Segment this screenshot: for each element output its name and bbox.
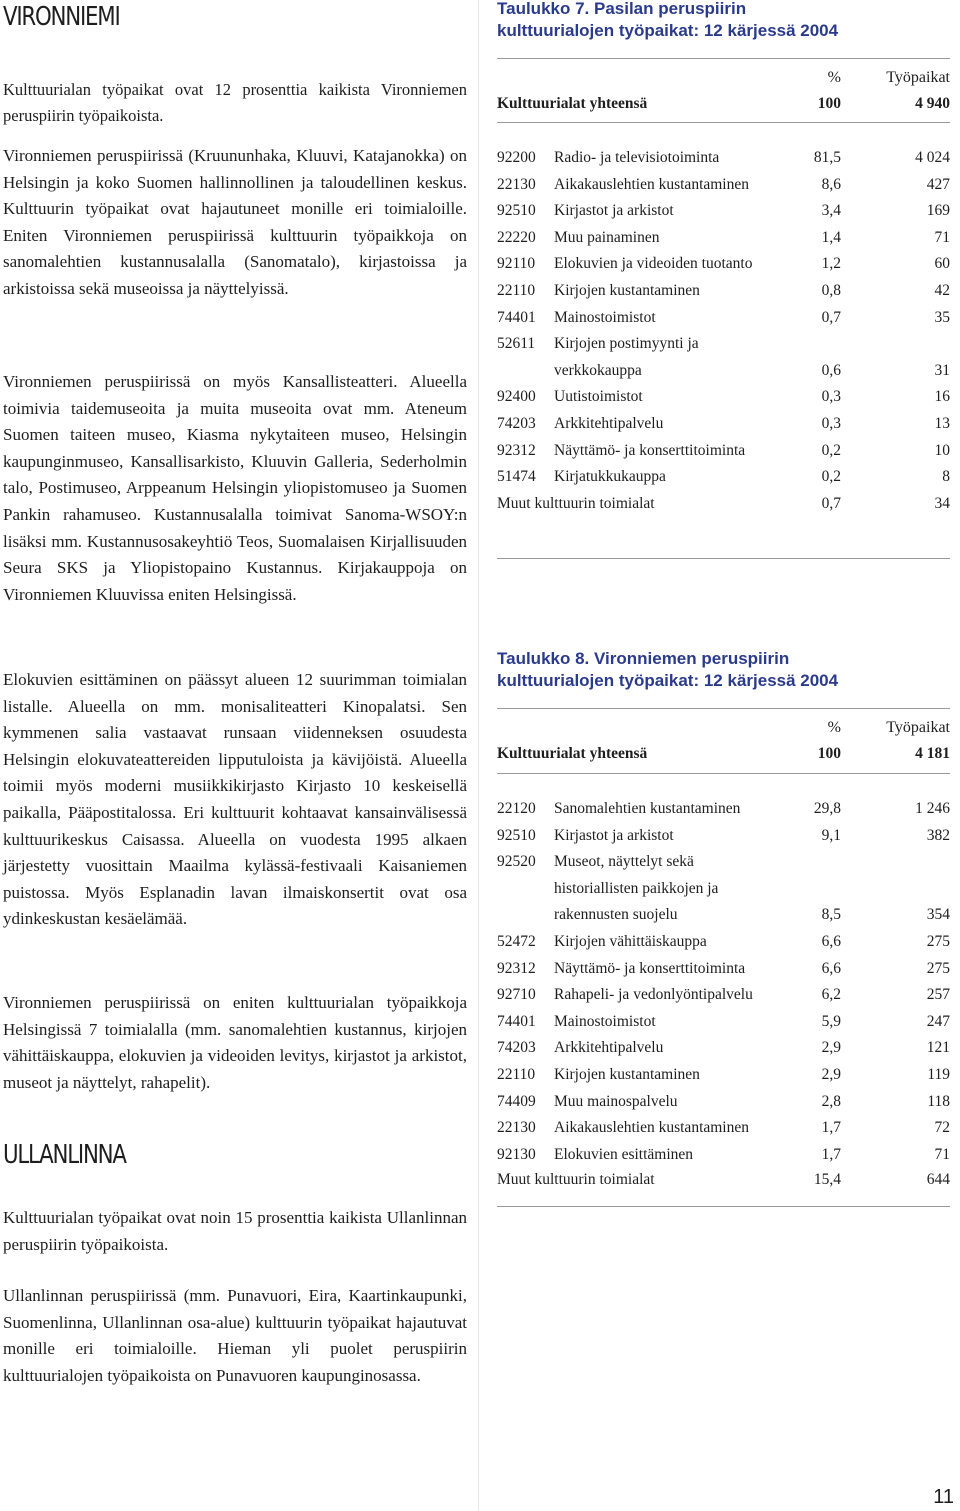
table-cell-pct: 2,8 <box>821 1092 841 1110</box>
table7-other-label: Muut kulttuurin toimialat <box>497 495 655 512</box>
table8-header-row <box>497 715 950 741</box>
table-row <box>497 956 950 982</box>
table-cell-pct: 29,8 <box>813 800 841 817</box>
table-cell-emp: 71 <box>934 1145 950 1163</box>
table-cell-name: Mainostoimistot <box>554 308 656 326</box>
section-heading-ullanlinna: ULLANLINNA <box>3 1140 126 1170</box>
paragraph-intro-ullanlinna: Kulttuurialan työpaikat ovat noin 15 prosenttia kaikista Ullanlinnan peruspiirin työpaikoista. <box>3 1208 467 1254</box>
table-cell-emp: 8 <box>942 468 950 486</box>
table-cell-emp: 354 <box>926 906 950 924</box>
table-cell-pct: 2,9 <box>821 1066 841 1083</box>
table-cell-pct: 8,5 <box>821 906 841 924</box>
table-cell-name: historiallisten paikkojen ja <box>554 879 719 897</box>
page-number: 11 <box>933 1486 954 1508</box>
table-cell-emp: 275 <box>926 959 950 977</box>
table-row <box>497 384 950 410</box>
table-row <box>497 145 950 171</box>
table8-caption-line2: kulttuurialojen työpaikat: 12 kärjessä 2004 <box>497 671 839 690</box>
table-cell-emp: 119 <box>927 1066 950 1083</box>
table-row <box>497 411 950 437</box>
table-row <box>497 796 950 822</box>
table-cell-name: Kirjojen kustantaminen <box>554 282 700 299</box>
table-row <box>497 1115 950 1141</box>
table7-other-emp: 34 <box>934 495 950 512</box>
table-cell-name: Aikakauslehtien kustantaminen <box>554 1119 749 1137</box>
table7-top-rule <box>497 58 950 59</box>
table-row <box>497 902 950 928</box>
table-cell-emp: 1 246 <box>915 800 950 817</box>
table7-total-row <box>497 91 950 117</box>
table-cell-pct: 0,2 <box>821 468 841 486</box>
table-row <box>497 172 950 198</box>
table-cell-name: Kirjastot ja arkistot <box>554 826 674 844</box>
table7-other-pct: 0,7 <box>821 495 841 512</box>
table-cell-name: Muu mainospalvelu <box>554 1092 678 1110</box>
table-row <box>497 331 950 357</box>
table8-other-row <box>497 1167 950 1193</box>
section-heading-vironniemi: VIRONNIEMI <box>3 2 120 32</box>
table-cell-pct: 6,2 <box>821 986 841 1004</box>
table8-other-emp: 644 <box>926 1171 950 1188</box>
table-cell-pct: 1,7 <box>821 1119 841 1137</box>
table-cell-emp: 71 <box>934 228 950 246</box>
table-cell-pct: 81,5 <box>813 149 841 166</box>
table7-caption-line2: kulttuurialojen työpaikat: 12 kärjessä 2004 <box>497 21 839 40</box>
table-row <box>497 305 950 331</box>
table-cell-emp: 10 <box>934 441 950 459</box>
table8-other-label: Muut kulttuurin toimialat <box>497 1171 655 1188</box>
table8-total-pct: 100 <box>817 745 841 762</box>
table-cell-pct: 0,3 <box>821 388 841 406</box>
table-cell-code: 92400 <box>497 388 536 406</box>
table-cell-pct: 6,6 <box>821 959 841 977</box>
table-cell-pct: 3,4 <box>821 202 841 220</box>
table8-other-pct: 15,4 <box>813 1171 841 1188</box>
table-cell-name: Uutistoimistot <box>554 388 643 406</box>
table7-bottom-rule <box>497 558 950 559</box>
table-cell-code: 22110 <box>497 1066 536 1083</box>
table8-bottom-rule <box>497 1206 950 1207</box>
table-cell-emp: 121 <box>926 1039 950 1057</box>
table-cell-pct: 2,9 <box>821 1039 841 1057</box>
table-cell-name: Elokuvien ja videoiden tuotanto <box>554 255 753 273</box>
table-row <box>497 278 950 304</box>
table-cell-emp: 169 <box>926 202 950 220</box>
table-cell-name: verkkokauppa <box>554 361 642 379</box>
table-row <box>497 464 950 490</box>
table-cell-code: 92710 <box>497 986 536 1004</box>
table-row <box>497 1062 950 1088</box>
table-cell-pct: 0,7 <box>821 308 841 326</box>
table-cell-code: 74409 <box>497 1092 536 1110</box>
table-cell-code: 52611 <box>497 335 536 353</box>
table7-col-emp: Työpaikat <box>886 69 950 86</box>
table7-total-emp: 4 940 <box>915 95 950 112</box>
table-cell-name: Kirjojen postimyynti ja <box>554 335 699 353</box>
table-cell-emp: 275 <box>926 933 950 950</box>
table-cell-name: Museot, näyttelyt sekä <box>554 853 694 871</box>
table7-other-row <box>497 491 950 517</box>
table7-header-row <box>497 65 950 91</box>
table-cell-name: Näyttämö- ja konserttitoiminta <box>554 959 746 977</box>
table-cell-name: Kirjojen vähittäiskauppa <box>554 933 707 950</box>
table-cell-name: Arkkitehtipalvelu <box>554 1039 664 1057</box>
table-row <box>497 1009 950 1035</box>
table-cell-emp: 31 <box>934 361 950 379</box>
table-cell-code: 22220 <box>497 228 536 246</box>
table-cell-pct: 0,3 <box>821 415 841 432</box>
table-cell-code: 92110 <box>497 255 536 273</box>
table-cell-pct: 8,6 <box>821 175 841 193</box>
table-cell-emp: 257 <box>926 986 950 1004</box>
table-cell-code: 22130 <box>497 1119 536 1137</box>
table-cell-emp: 427 <box>926 175 950 193</box>
table-cell-emp: 35 <box>934 308 950 326</box>
paragraph-vironniemi-cinema: Elokuvien esittäminen on päässyt alueen 12 suurimman toimialan listalle. Alueella on mm. monisaliteatteri Kinopalatsi. Sen kymmenen salia vastaavat runsaan viidenneksen osuudesta Helsingin elokuvateattereiden lipputuloista ja kävijöistä. Alueella toimii myös moderni musiikkikirjasto Kirjasto 10 keskeisellä paikalla, Pääpostitalossa. Eri kulttuurit kohtaavat kansainvälisessä kulttuurikeskus Caisassa. Alueella on vuodesta 1995 alkaen järjestetty vuosittain Maailma kylässä-festivaali Kaisaniemen puistossa. Myös Esplanadin lavan ilmaiskonsertit ovat osa ydinkeskustan kesäelämää. <box>3 670 467 929</box>
table-cell-name: Näyttämö- ja konserttitoiminta <box>554 441 746 459</box>
paragraph-vironniemi-summary: Vironniemen peruspiirissä on eniten kulttuurialan työpaikkoja Helsingissä 7 toimialalla (mm. sanomalehtien kustannus, kirjojen vähittäiskauppa, elokuvien ja videoiden levitys, kirjastot ja arkistot, museot ja näyttelyt, rahapelit). <box>3 993 467 1092</box>
table-cell-code: 74203 <box>497 1039 536 1057</box>
table-cell-name: Aikakauslehtien kustantaminen <box>554 175 749 193</box>
table-cell-code: 22120 <box>497 800 536 817</box>
table-cell-name: Mainostoimistot <box>554 1012 656 1030</box>
table-row <box>497 358 950 384</box>
table7-mid-rule <box>497 122 950 123</box>
table-cell-emp: 60 <box>934 255 950 273</box>
table-row <box>497 982 950 1008</box>
table-cell-code: 92510 <box>497 202 536 220</box>
table-cell-code: 22110 <box>497 282 536 299</box>
table8-caption-line1: Taulukko 8. Vironniemen peruspiirin <box>497 649 790 668</box>
table-row <box>497 1035 950 1061</box>
table-cell-code: 92312 <box>497 441 536 459</box>
table-cell-name: Sanomalehtien kustantaminen <box>554 800 741 817</box>
table-cell-code: 92130 <box>497 1145 536 1163</box>
table-cell-pct: 6,6 <box>821 933 841 950</box>
paragraph-vironniemi-museums: Vironniemen peruspiirissä on myös Kansallisteatteri. Alueella toimivia taidemuseoita ja muita museoita ovat mm. Ateneum Suomen taiteen museo, Kiasma nykytaiteen museo, Helsingin kaupunginmuseo, Kansallisarkisto, Kluuvin Galleria, Sederholmin talo, Postimuseo, Arppeanum Helsingin yliopistomuseo ja Suomen Pankin rahamuseo. Kustannusalalla toimivat Sanoma-WSOY:n lisäksi mm. Kustannusosakeyhtiö Teos, Suomalaisen Kirjallisuuden Seura SKS ja Yliopistopaino Kustannus. Kirjakauppoja on Vironniemen Kluuvissa eniten Helsingissä. <box>3 372 467 604</box>
table-cell-name: Rahapeli- ja vedonlyöntipalvelu <box>554 986 753 1004</box>
table-row <box>497 823 950 849</box>
table-row <box>497 929 950 955</box>
table-cell-emp: 13 <box>934 415 950 432</box>
table-row <box>497 1142 950 1168</box>
table-row <box>497 198 950 224</box>
table-cell-emp: 72 <box>934 1119 950 1137</box>
paragraph-vironniemi-overview: Vironniemen peruspiirissä (Kruununhaka, Kluuvi, Katajanokka) on Helsingin ja koko Suomen hallinnollinen ja taloudellinen keskus. Kulttuurin työpaikat ovat hajautuneet monille eri toimialoille. Eniten Vironniemen peruspiirissä kulttuurin työpaikkoja on sanomalehtien kustannusalalla (Sanomatalo), kirjastoissa ja arkistoissa sekä museoissa ja näyttelyissä. <box>3 146 467 298</box>
table-cell-name: Kirjastot ja arkistot <box>554 202 674 220</box>
table-row <box>497 1089 950 1115</box>
table8-col-emp: Työpaikat <box>886 719 950 736</box>
table-cell-code: 74401 <box>497 1012 536 1030</box>
table-cell-name: rakennusten suojelu <box>554 906 678 924</box>
table-cell-code: 92520 <box>497 853 536 871</box>
column-divider <box>478 0 479 1511</box>
table7-total-pct: 100 <box>817 95 841 112</box>
table-cell-emp: 42 <box>934 282 950 299</box>
table-cell-pct: 1,4 <box>821 228 841 246</box>
table-cell-pct: 1,7 <box>821 1145 841 1163</box>
table-cell-emp: 118 <box>927 1092 950 1110</box>
table7-caption-line1: Taulukko 7. Pasilan peruspiirin <box>497 0 747 18</box>
table8-col-pct: % <box>827 719 841 736</box>
table-row <box>497 438 950 464</box>
table8-top-rule <box>497 708 950 709</box>
table-cell-pct: 0,6 <box>821 361 841 379</box>
table-cell-emp: 16 <box>934 388 950 406</box>
table-cell-code: 74401 <box>497 308 536 326</box>
table-cell-name: Radio- ja televisiotoiminta <box>554 149 720 166</box>
table-cell-pct: 0,2 <box>821 441 841 459</box>
table-cell-code: 92510 <box>497 826 536 844</box>
table-cell-code: 22130 <box>497 175 536 193</box>
table8-total-label: Kulttuurialat yhteensä <box>497 745 648 762</box>
table-cell-emp: 382 <box>926 826 950 844</box>
table-row <box>497 251 950 277</box>
paragraph-intro-vironniemi: Kulttuurialan työpaikat ovat 12 prosenttia kaikista Vironniemen peruspiirin työpaikoista. <box>3 80 467 126</box>
table-cell-name: Muu painaminen <box>554 228 660 246</box>
table-cell-pct: 5,9 <box>821 1012 841 1030</box>
table-cell-name: Kirjatukkukauppa <box>554 468 666 486</box>
table-row <box>497 876 950 902</box>
table7-col-pct: % <box>827 69 841 86</box>
paragraph-ullanlinna-overview: Ullanlinnan peruspiirissä (mm. Punavuori, Eira, Kaartinkaupunki, Suomenlinna, Ullanlinnan osa-alue) kulttuurin työpaikat hajautuvat monille eri toimialoille. Hieman yli puolet peruspiirin kulttuurialojen työpaikoista on Punavuoren kaupunginosassa. <box>3 1286 467 1385</box>
table-cell-name: Kirjojen kustantaminen <box>554 1066 700 1083</box>
table-cell-code: 51474 <box>497 468 536 486</box>
table-cell-emp: 4 024 <box>915 149 950 166</box>
table-cell-pct: 9,1 <box>821 826 841 844</box>
table-row <box>497 225 950 251</box>
table-cell-name: Arkkitehtipalvelu <box>554 415 664 432</box>
table7-total-label: Kulttuurialat yhteensä <box>497 95 648 112</box>
table-cell-pct: 0,8 <box>821 282 841 299</box>
table-cell-code: 92312 <box>497 959 536 977</box>
table-cell-emp: 247 <box>926 1012 950 1030</box>
table8-total-row <box>497 741 950 767</box>
table-cell-code: 52472 <box>497 933 536 950</box>
table8-total-emp: 4 181 <box>915 745 950 762</box>
table-cell-code: 74203 <box>497 415 536 432</box>
table-cell-pct: 1,2 <box>821 255 841 273</box>
table-cell-name: Elokuvien esittäminen <box>554 1145 694 1163</box>
table8-mid-rule <box>497 773 950 774</box>
table-row <box>497 849 950 875</box>
table-cell-code: 92200 <box>497 149 536 166</box>
